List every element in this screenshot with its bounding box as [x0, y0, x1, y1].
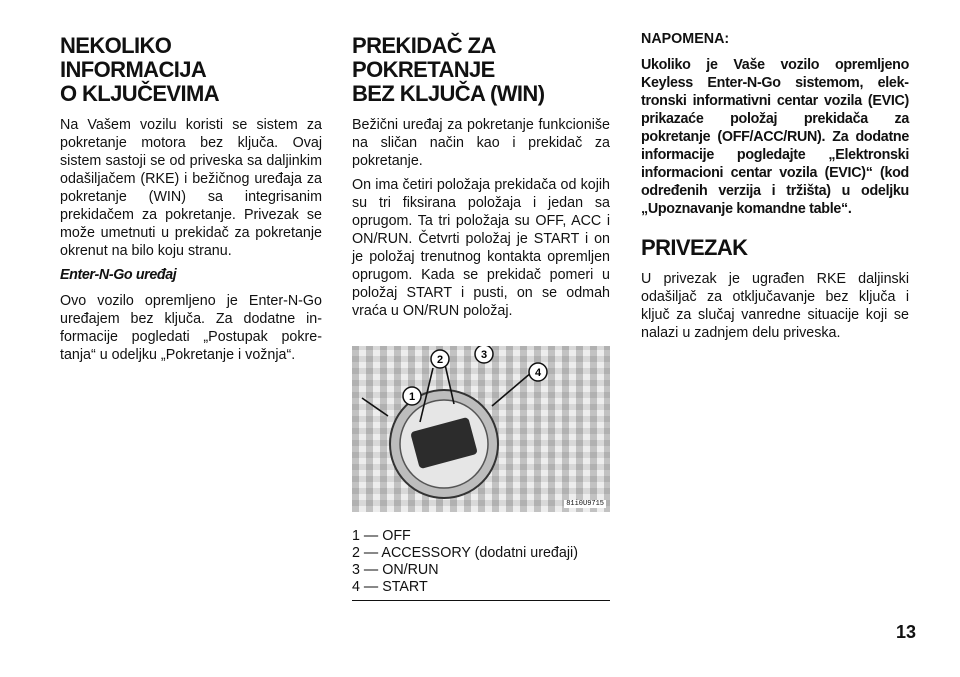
- heading-line-2: O KLJUČEVIMA: [60, 81, 220, 106]
- paragraph-key-system: Na Vašem vozilu koristi se sistem za pokretanje motora bez ključa. Ovaj sistem sastoji se od priveska sa daljinkim odašiljačem (RKE) i bežičnog uređaja za pokretanje (WIN) sa integrisanim prekidačem za pokretanje. Privezak se može umetnuti u prekidač za pokretanje okrenut na bilo koju stranu.: [60, 117, 322, 259]
- paragraph-enter-n-go: Ovo vozilo opremljeno je Enter-N-Go uređajem bez ključa. Za dodatne informacije pogledati „Postupak pokretanja“ u odeljku „Pokretanje i vožnja“.: [60, 293, 322, 363]
- paragraph-win-intro: Bežični uređaj za pokretanje funkcioniše na sličan način kao i prekidač za pokretanje.: [352, 117, 610, 169]
- legend-item-on-run: 3 — ON/RUN: [352, 562, 439, 578]
- heading-line-2: BEZ KLJUČA (WIN): [352, 81, 545, 106]
- figure-legend: [352, 528, 610, 601]
- ignition-switch-illustration: [352, 346, 610, 512]
- heading-line-1: PREKIDAČ ZA POKRETANJE: [352, 33, 495, 82]
- section-heading-key-info: [60, 34, 322, 106]
- legend-item-off: 1 — OFF: [352, 528, 411, 544]
- callout-2: [431, 350, 449, 368]
- section-heading-win: [352, 34, 610, 106]
- column-middle: [352, 30, 610, 601]
- svg-text:1: 1: [408, 391, 416, 403]
- page-number: 13: [896, 622, 917, 642]
- legend-item-start: 4 — START: [352, 579, 428, 595]
- paragraph-win-positions: On ima četiri položaja prekidača od kojih su tri fiksirana položaja i jedan sa oprugom. Ta tri položaja su OFF, ACC i ON/RUN. Četvrti položaj je START i on je položaj trenutnog kontakta opremljen oprugom. Kada se prekidač pomeri u položaj START i pusti, on se odmah vraća u ON/RUN položaj.: [352, 177, 610, 319]
- legend-item-accessory: 2 — ACCESSORY (dodatni uređaji): [352, 545, 578, 561]
- callout-1: [403, 387, 421, 405]
- heading-line-1: NEKOLIKO INFORMACIJA: [60, 33, 207, 82]
- column-left: [60, 30, 322, 370]
- svg-text:3: 3: [480, 349, 488, 361]
- callout-4: [529, 363, 547, 381]
- ignition-switch-figure: [352, 346, 610, 512]
- note-title: NAPOMENA:: [641, 31, 730, 47]
- section-heading-fob: PRIVEZAK: [641, 235, 748, 260]
- svg-text:4: 4: [534, 367, 542, 379]
- legend-divider: [352, 600, 610, 601]
- figure-code: 81i0U9715: [566, 500, 604, 508]
- svg-text:2: 2: [436, 354, 444, 366]
- note-text: Ukoliko je Vaše vozilo opremljeno Keyless Enter-N-Go sistemom, elektronski informativni centar vozila (EVIC) prikazaće položaj prekidača za pokretanje (OFF/ACC/RUN). Za dodatne informacije pogledajte „Elektronski informacioni centar vozila (EVIC)“ (kod određenih verzija i tržišta) u odeljku „Upoznavanje komandne table“.: [641, 57, 909, 217]
- callout-3: [475, 346, 493, 363]
- subheading-enter-n-go: Enter-N-Go uređaj: [60, 267, 177, 283]
- column-right: [641, 30, 909, 348]
- paragraph-fob: U privezak je ugrađen RKE daljinski odašiljač za otključavanje bez ključa i ključ za slučaj vanredne situacije koji se nalazi u zadnjem delu priveska.: [641, 271, 909, 341]
